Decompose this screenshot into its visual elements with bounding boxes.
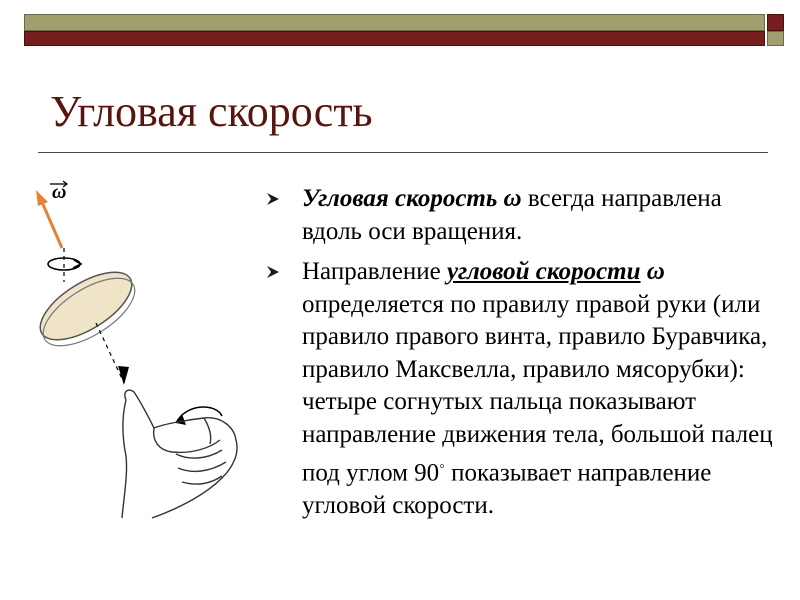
bullet-item <box>266 256 786 522</box>
hand-rotation-arrow-icon <box>176 407 222 425</box>
triangle-bullet-icon <box>266 192 280 206</box>
title-divider <box>38 152 768 153</box>
bullet-text: всегда направлена вдоль оси вращения. <box>302 185 722 245</box>
omega-vector-label: ω <box>52 181 67 203</box>
top-red-bar <box>24 31 765 46</box>
bullet-term: Угловая скорость <box>302 185 498 212</box>
rotation-loop-icon <box>48 248 81 282</box>
bullet-item <box>266 183 786 248</box>
corner-red-square <box>767 14 784 31</box>
bullet-term: угловой скорости <box>446 258 641 285</box>
degree-symbol: ◦ <box>439 458 445 475</box>
content-bullets <box>266 183 786 530</box>
bullet-text: определяется по правилу правой руки (или правило правого винта, правило Буравчика, правило Максвелла, правило мясорубки): четыре согнутых пальца показывают направление движения тела, большой палец под углом 90 <box>302 290 773 487</box>
right-hand-icon <box>122 390 237 518</box>
slide-title: Угловая скорость <box>50 87 373 136</box>
triangle-bullet-icon <box>266 265 280 279</box>
bullet-text: Направление <box>302 258 447 285</box>
omega-symbol: ω <box>503 185 522 212</box>
rotating-disk-icon <box>30 259 146 359</box>
corner-olive-square <box>767 31 784 46</box>
right-hand-rule-illustration <box>26 178 256 523</box>
top-olive-bar <box>24 14 765 31</box>
bullet-text-end: показывает направление угловой скорости. <box>302 459 712 519</box>
omega-symbol: ω <box>646 258 665 285</box>
